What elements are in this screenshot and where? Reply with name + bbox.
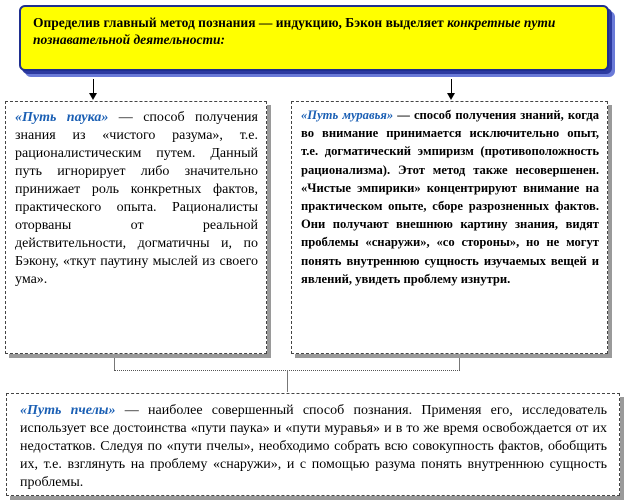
intro-text: Определив главный метод познания — индукцию, Бэкон выделяет (33, 15, 448, 30)
ant-path-box (291, 101, 608, 354)
bee-path-title: «Путь пчелы» (20, 403, 116, 418)
connector-top-right (451, 79, 452, 94)
bee-path-text: — наиболее совершенный способ познания. Применяя его, исследователь использует все достоинства «пути паука» и «пути муравья» и в то же время освобождается от их недостатков. Следуя по «пути пчелы», необходимо собрать всю совокупность фактов, обобщить их, т.е. взглянуть на проблему «снаружи», и с помощью разума понять внутреннюю сущность проблемы. (20, 403, 607, 490)
arrow-down-left (89, 93, 97, 100)
spider-path-box (5, 101, 267, 354)
ant-path-title: «Путь муравья» (301, 108, 394, 122)
ant-path-text: — способ получения знаний, когда во внимание принимается исключительно опыт, т.е. догматический эмпиризм (противоположность рационализма). Этот метод также несовершенен. «Чистые эмпирики» концентрируют внимание на практическом опыте, сборе разрозненных фактов. Они получают внешнюю картину знания, видят проблемы «снаружи», «со стороны», но не могут понять внутреннюю сущность изучаемых вещей и явлений, увидеть проблему изнутри. (301, 108, 600, 286)
connector-top-left (93, 79, 94, 94)
intro-emphasis: конкретные пути познавательной деятельности: (33, 15, 556, 47)
connector-to-bottom (287, 370, 288, 392)
connector-right-join (459, 358, 460, 370)
arrow-down-right (447, 93, 455, 100)
spider-path-text: — способ получения знания из «чистого разума», т.е. рационалистическим путем. Данный путь игнорирует либо значительно принижает роль конкретных фактов, практического опыта. Рационалисты оторваны от реальной действительности, догматичны и, по Бэкону, «ткут паутину мыслей из своего ума». (15, 110, 258, 287)
bee-path-box (6, 393, 620, 496)
connector-left-join (114, 358, 115, 370)
intro-box (19, 5, 609, 71)
spider-path-title: «Путь паука» (15, 110, 109, 125)
